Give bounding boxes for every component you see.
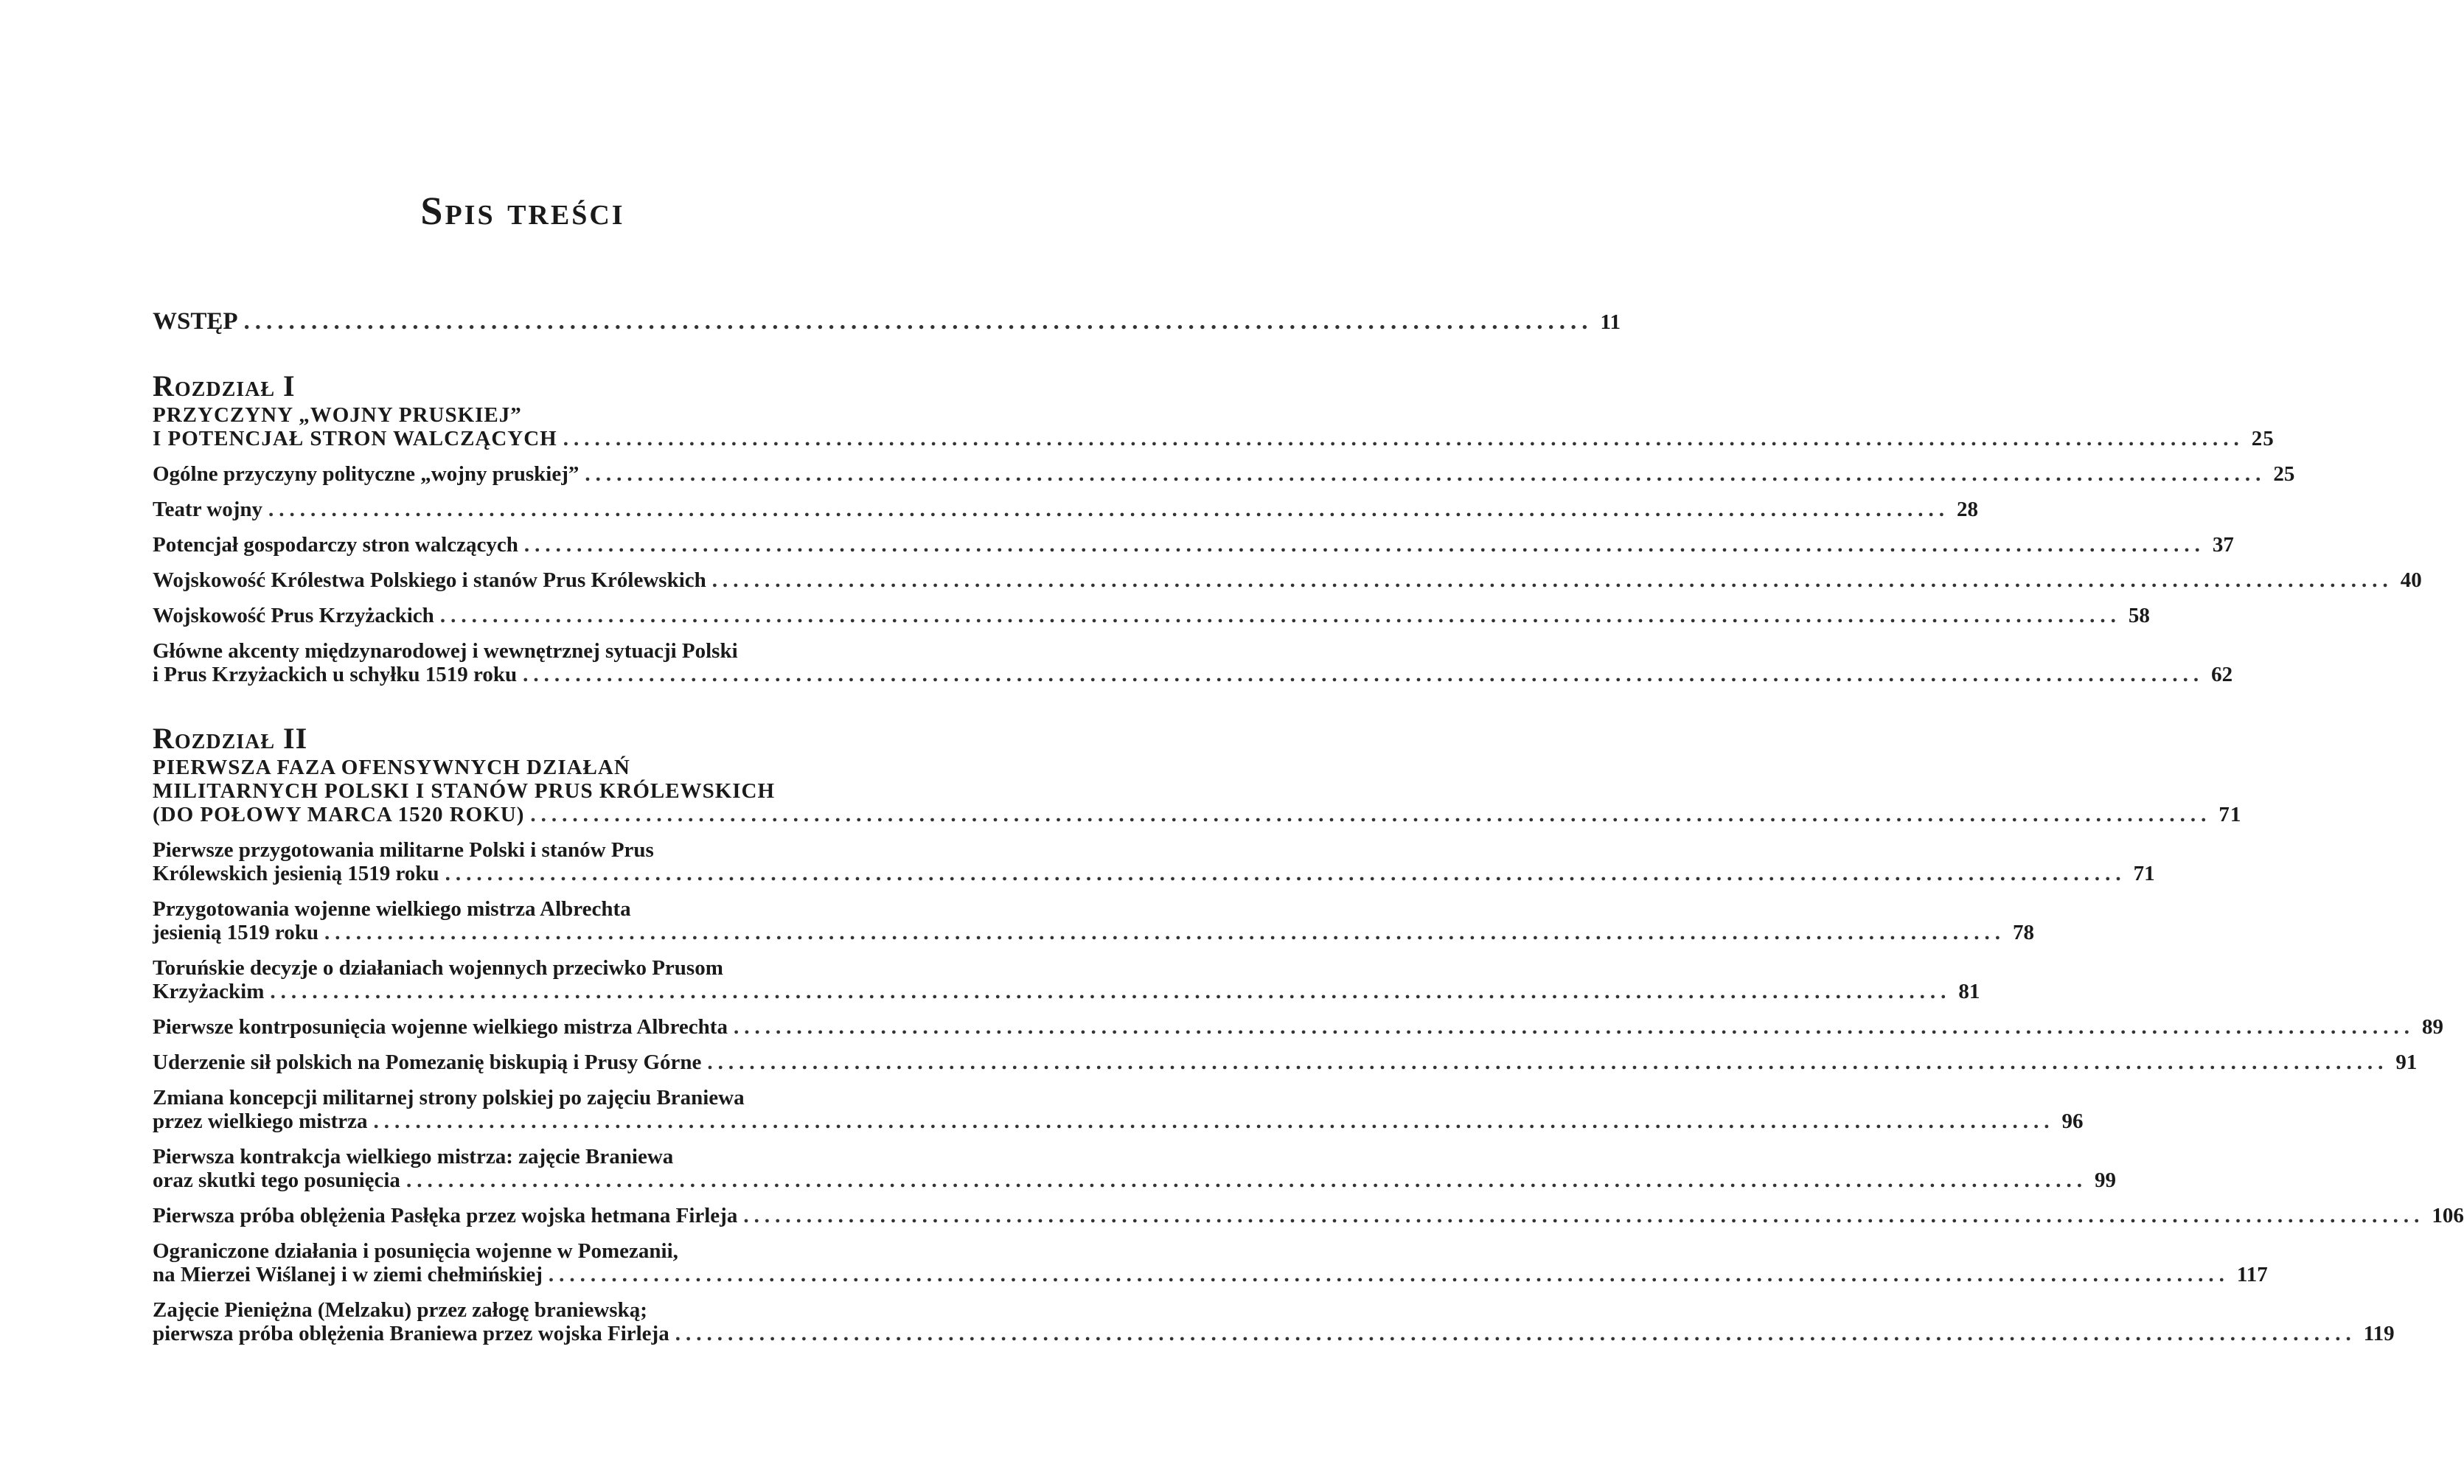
toc-entry-line: [153, 1086, 899, 1109]
toc-entry-line: [153, 1263, 2268, 1286]
toc-entry: [153, 533, 2234, 557]
chapter-label: Rozdział II: [153, 722, 308, 755]
toc-entry: [153, 498, 1979, 521]
toc-entry-line: [153, 462, 2295, 486]
toc-entry-line: [153, 1239, 899, 1263]
chapter-heading: [153, 722, 2242, 826]
leader-dots: ................................................................................................................................................................: [439, 604, 2121, 627]
toc-entry-line: [153, 663, 2233, 686]
leader-dots: ................................................................................................................................................................: [711, 568, 2393, 592]
toc-entry-line: [153, 1109, 2084, 1133]
toc-entry-label: Pierwsze przygotowania militarne Polski i stanów Prus: [153, 838, 654, 862]
toc-entry-line: [153, 1168, 2116, 1192]
toc-page-number: 71: [2218, 803, 2242, 826]
toc-page-number: 78: [2013, 921, 2035, 944]
chapter-list: [153, 369, 2464, 1345]
toc-entry: [153, 1298, 2395, 1345]
toc-entry-label: Wojskowość Prus Krzyżackich: [153, 604, 434, 627]
toc-entry-label: jesienią 1519 roku: [153, 921, 319, 944]
toc-entry-label: Teatr wojny: [153, 498, 263, 521]
leader-dots: ................................................................................................................................................................: [270, 980, 1952, 1003]
chapter-title: [153, 403, 2275, 450]
toc-page-number: 40: [2400, 568, 2422, 592]
toc-entry-label: Zmiana koncepcji militarnej strony polskiej po zajęciu Braniewa: [153, 1086, 745, 1109]
leader-dots: ................................................................................................................................................................: [406, 1168, 2087, 1192]
leader-dots: ................................................................................................................................................................: [324, 921, 2006, 944]
toc-page-number: 117: [2236, 1263, 2268, 1286]
toc-entry-line: [153, 803, 2242, 826]
leader-dots: ................................................................................................................................................................: [563, 427, 2244, 450]
toc-page-number: 28: [1957, 498, 1979, 521]
page-title: Spis treści: [420, 189, 625, 233]
toc-entry-label: Uderzenie sił polskich na Pomezanię biskupią i Prusy Górne: [153, 1051, 702, 1074]
table-of-contents: [153, 308, 2464, 1345]
leader-dots: ................................................................................................................................................................: [445, 862, 2126, 885]
toc-intro-entry: [153, 308, 1621, 335]
toc-page-number: 11: [1600, 310, 1621, 334]
toc-entry-line: [153, 956, 899, 980]
toc-entry-line: [153, 308, 1621, 335]
toc-entry: [153, 604, 2150, 627]
leader-dots: ................................................................................................................................................................: [373, 1109, 2055, 1133]
toc-entry: [153, 462, 2295, 486]
toc-entry-label: oraz skutki tego posunięcia: [153, 1168, 400, 1192]
toc-entry-line: [153, 1051, 2418, 1074]
toc-page-number: 119: [2363, 1322, 2395, 1345]
toc-entry-label: i Prus Krzyżackich u schyłku 1519 roku: [153, 663, 518, 686]
toc-entry-line: [153, 1015, 2443, 1039]
toc-entry-label: Główne akcenty międzynarodowej i wewnętrznej sytuacji Polski: [153, 639, 738, 663]
toc-entry-line: [153, 921, 2035, 944]
toc-entry-line: [153, 498, 1979, 521]
toc-entry-line: [153, 779, 899, 803]
toc-entry-label: I POTENCJAŁ STRON WALCZĄCYCH: [153, 427, 557, 450]
toc-page-number: 37: [2212, 533, 2234, 557]
toc-page-number: 106: [2432, 1204, 2464, 1227]
toc-entry-label: Pierwsza kontrakcja wielkiego mistrza: zajęcie Braniewa: [153, 1145, 674, 1168]
toc-page-number: 81: [1958, 980, 1980, 1003]
leader-dots: ................................................................................................................................................................: [675, 1322, 2356, 1345]
toc-entry-line: [153, 862, 2155, 885]
toc-entry: [153, 1015, 2443, 1039]
toc-page-number: 25: [2251, 427, 2275, 450]
toc-entry: [153, 1204, 2464, 1227]
leader-dots: ........................................................................................................................: [243, 308, 1593, 335]
toc-entry-label: Ograniczone działania i posunięcia wojenne w Pomezanii,: [153, 1239, 678, 1263]
toc-entry: [153, 1145, 2116, 1192]
toc-entry: [153, 1239, 2268, 1286]
toc-entry-label: Ogólne przyczyny polityczne „wojny pruskiej”: [153, 462, 580, 486]
toc-page-number: 71: [2133, 862, 2155, 885]
toc-entry-label: Królewskich jesienią 1519 roku: [153, 862, 439, 885]
toc-entry-label: pierwsza próba oblężenia Braniewa przez wojska Firleja: [153, 1322, 669, 1345]
toc-entry: [153, 1086, 2084, 1133]
toc-entry-label: Zajęcie Pieniężna (Melzaku) przez załogę braniewską;: [153, 1298, 647, 1322]
toc-entry-label: przez wielkiego mistrza: [153, 1109, 368, 1133]
toc-entry: [153, 639, 2233, 686]
toc-entry-line: [153, 427, 2275, 450]
toc-entry-label: Wojskowość Królestwa Polskiego i stanów Prus Królewskich: [153, 568, 706, 592]
toc-entry-line: [153, 1145, 899, 1168]
toc-page-number: 99: [2094, 1168, 2116, 1192]
chapter-title: [153, 756, 2242, 826]
toc-entry-line: [153, 403, 899, 427]
toc-entry-line: [153, 604, 2150, 627]
toc-entry-label: na Mierzei Wiślanej i w ziemi chełmińskiej: [153, 1263, 543, 1286]
toc-entry-line: [153, 568, 2422, 592]
toc-entry: [153, 1051, 2418, 1074]
chapter-label: Rozdział I: [153, 369, 296, 403]
leader-dots: ................................................................................................................................................................: [585, 462, 2266, 486]
toc-entry-label: Krzyżackim: [153, 980, 265, 1003]
toc-entry-line: [153, 533, 2234, 557]
toc-page-number: 96: [2061, 1109, 2084, 1133]
leader-dots: ................................................................................................................................................................: [530, 803, 2212, 826]
toc-entry-label: Pierwsze kontrposunięcia wojenne wielkiego mistrza Albrechta: [153, 1015, 728, 1039]
toc-entry-line: [153, 639, 899, 663]
toc-entry-label: Toruńskie decyzje o działaniach wojennych przeciwko Prusom: [153, 956, 723, 980]
toc-entry: [153, 838, 2155, 885]
toc-entry: [153, 568, 2422, 592]
leader-dots: ................................................................................................................................................................: [743, 1204, 2425, 1227]
toc-entry-label: Pierwsza próba oblężenia Pasłęka przez wojska hetmana Firleja: [153, 1204, 738, 1227]
toc-page-number: 62: [2211, 663, 2233, 686]
toc-entry-label: Przygotowania wojenne wielkiego mistrza Albrechta: [153, 897, 631, 921]
toc-entry-line: [153, 980, 1980, 1003]
toc-page-number: 58: [2128, 604, 2150, 627]
leader-dots: ................................................................................................................................................................: [523, 533, 2205, 557]
toc-entry-label: PRZYCZYNY „WOJNY PRUSKIEJ”: [153, 403, 522, 427]
toc-entry-line: [153, 897, 899, 921]
toc-entry-line: [153, 1322, 2395, 1345]
leader-dots: ................................................................................................................................................................: [268, 498, 1950, 521]
leader-dots: ................................................................................................................................................................: [548, 1263, 2230, 1286]
toc-entry-line: [153, 1204, 2464, 1227]
leader-dots: ................................................................................................................................................................: [707, 1051, 2389, 1074]
leader-dots: ................................................................................................................................................................: [733, 1015, 2415, 1039]
leader-dots: ................................................................................................................................................................: [523, 663, 2204, 686]
toc-page-number: 25: [2273, 462, 2295, 486]
toc-entry: [153, 956, 1980, 1003]
toc-entry-label: (DO POŁOWY MARCA 1520 ROKU): [153, 803, 525, 826]
toc-entry-label: PIERWSZA FAZA OFENSYWNYCH DZIAŁAŃ: [153, 756, 630, 779]
toc-entry: [153, 897, 2035, 944]
toc-entry-line: [153, 756, 899, 779]
toc-entry-line: [153, 1298, 899, 1322]
toc-page-number: 89: [2421, 1015, 2443, 1039]
toc-entry-line: [153, 838, 899, 862]
toc-entry-label: MILITARNYCH POLSKI I STANÓW PRUS KRÓLEWSKICH: [153, 779, 776, 803]
chapter-heading: [153, 369, 2275, 450]
toc-page-number: 91: [2395, 1051, 2418, 1074]
toc-entry-label: Potencjał gospodarczy stron walczących: [153, 533, 518, 557]
toc-entry-label: WSTĘP: [153, 308, 238, 335]
